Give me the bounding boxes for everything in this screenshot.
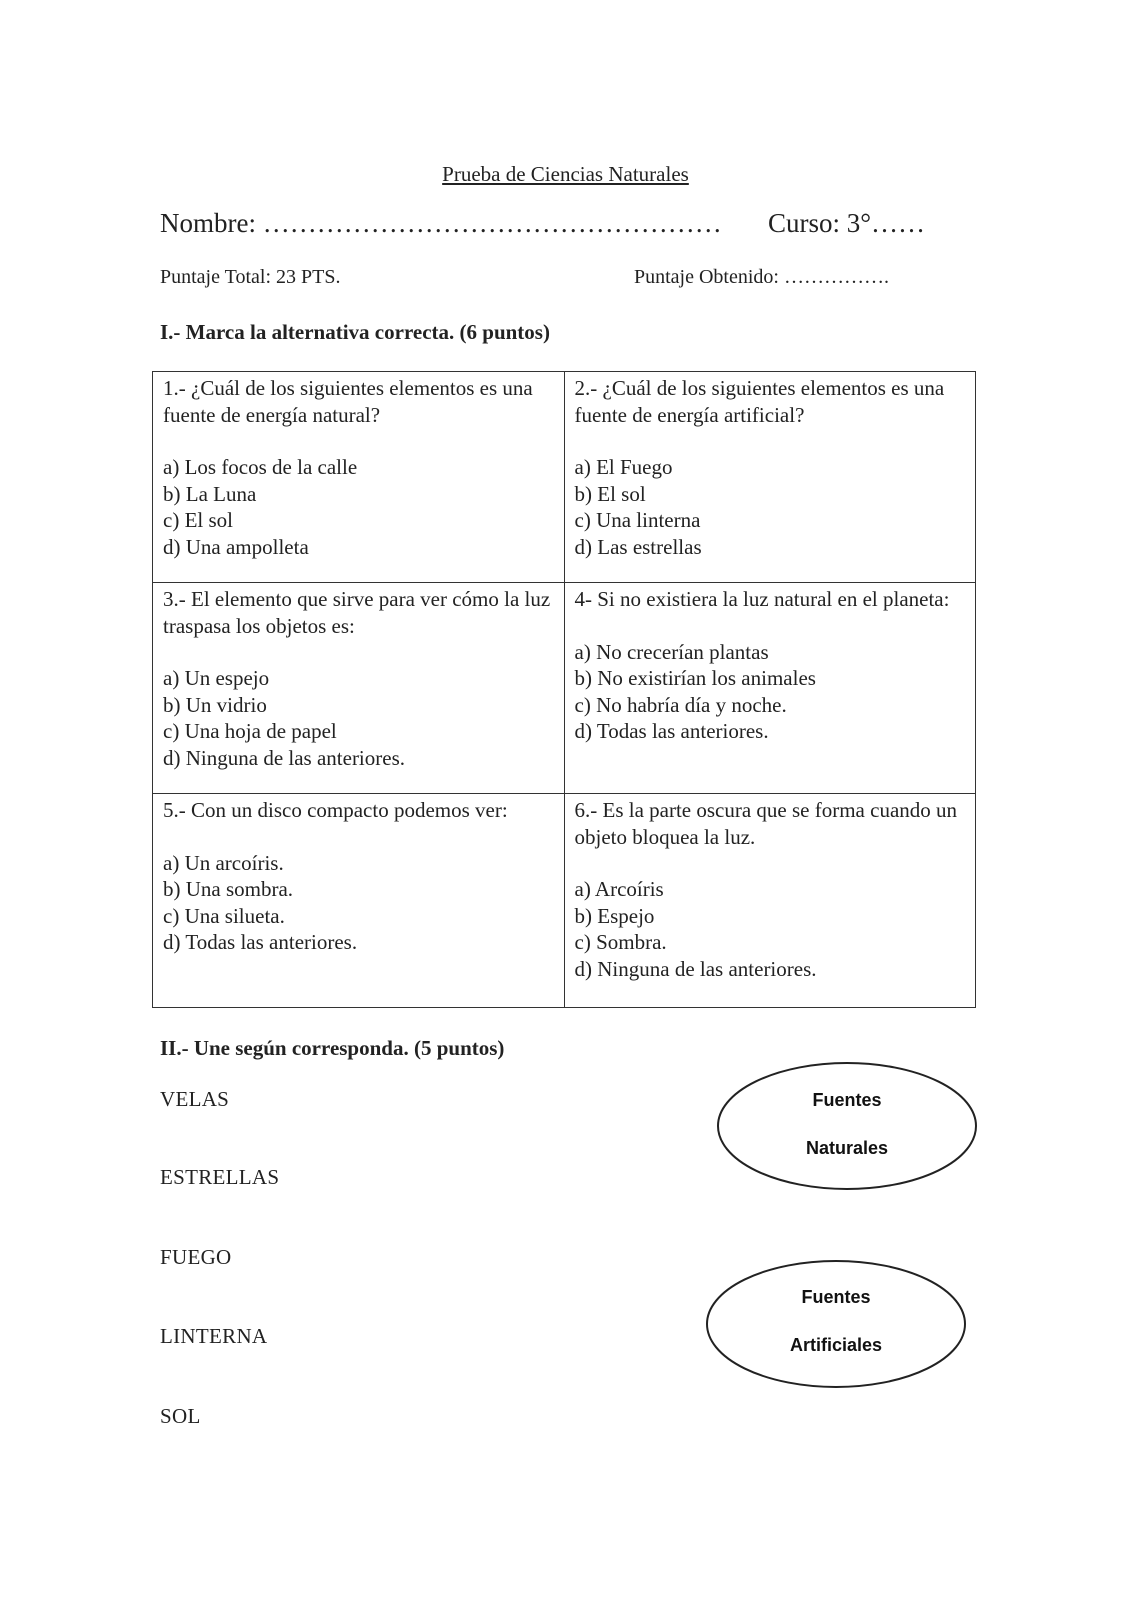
option[interactable]: a) El Fuego [574, 455, 673, 479]
page-title: Prueba de Ciencias Naturales [442, 162, 689, 186]
question-text: 3.- El elemento que sirve para ver cómo la luz traspasa los objetos es: [163, 587, 551, 638]
option[interactable]: c) El sol [163, 508, 233, 532]
question-cell [564, 794, 976, 1008]
question-cell [564, 583, 976, 794]
option[interactable]: b) El sol [574, 481, 646, 506]
option[interactable]: d) Las estrellas [574, 534, 702, 559]
ellipse-label: Fuentes [801, 1287, 871, 1307]
option[interactable]: b) La Luna [163, 481, 257, 506]
option[interactable]: d) Ninguna de las anteriores. [163, 745, 406, 770]
question-text: 6.- Es la parte oscura que se forma cuando un objeto bloquea la luz. [574, 798, 958, 849]
option[interactable]: d) Ninguna de las anteriores. [574, 956, 817, 981]
name-field[interactable]: Nombre: …………………………………………… [160, 208, 722, 238]
artificial-sources-ellipse[interactable] [701, 1254, 971, 1394]
question-text: 1.- ¿Cuál de los siguientes elementos es una fuente de energía natural? [163, 376, 533, 427]
total-score: Puntaje Total: 23 PTS. [160, 266, 341, 288]
ellipse-label: Fuentes [812, 1090, 882, 1110]
question-text: 4- Si no existiera la luz natural en el planeta: [574, 587, 950, 611]
course-field[interactable]: Curso: 3°…… [768, 208, 926, 238]
question-cell [153, 583, 565, 794]
option[interactable]: d) Todas las anteriores. [574, 719, 769, 743]
option[interactable]: a) Los focos de la calle [163, 455, 358, 479]
section-1-title: I.- Marca la alternativa correcta. (6 puntos) [160, 320, 550, 344]
option[interactable]: b) Un vidrio [163, 692, 267, 717]
match-item-linterna[interactable]: LINTERNA [160, 1324, 268, 1348]
match-item-estrellas[interactable]: ESTRELLAS [160, 1165, 280, 1189]
option[interactable]: a) Arcoíris [574, 877, 664, 901]
obtained-score[interactable]: Puntaje Obtenido: ……………. [634, 266, 889, 288]
match-item-velas[interactable]: VELAS [160, 1087, 230, 1111]
question-text: 2.- ¿Cuál de los siguientes elementos es una fuente de energía artificial? [574, 376, 945, 427]
option[interactable]: a) Un arcoíris. [163, 850, 284, 875]
option[interactable]: b) Una sombra. [163, 877, 294, 901]
option[interactable]: a) Un espejo [163, 666, 270, 690]
match-item-sol[interactable]: SOL [160, 1404, 201, 1428]
option[interactable]: c) Una linterna [574, 508, 701, 532]
option[interactable]: d) Todas las anteriores. [163, 930, 358, 954]
option[interactable]: b) No existirían los animales [574, 666, 816, 690]
option[interactable]: c) Una hoja de papel [163, 719, 337, 743]
question-text: 5.- Con un disco compacto podemos ver: [163, 798, 508, 822]
section-2-title: II.- Une según corresponda. (5 puntos) [160, 1036, 505, 1060]
natural-sources-ellipse[interactable] [712, 1056, 982, 1196]
question-cell [153, 794, 565, 1008]
option[interactable]: c) No habría día y noche. [574, 692, 787, 717]
question-cell [564, 372, 976, 583]
option[interactable]: c) Sombra. [574, 930, 667, 954]
option[interactable]: b) Espejo [574, 903, 655, 928]
match-item-fuego[interactable]: FUEGO [160, 1245, 232, 1269]
ellipse-label: Naturales [805, 1138, 889, 1158]
option[interactable]: a) No crecerían plantas [574, 639, 769, 664]
questions-table [152, 371, 976, 1008]
ellipse-label: Artificiales [789, 1335, 883, 1355]
option[interactable]: c) Una silueta. [163, 903, 285, 928]
option[interactable]: d) Una ampolleta [163, 534, 309, 559]
question-cell [153, 372, 565, 583]
